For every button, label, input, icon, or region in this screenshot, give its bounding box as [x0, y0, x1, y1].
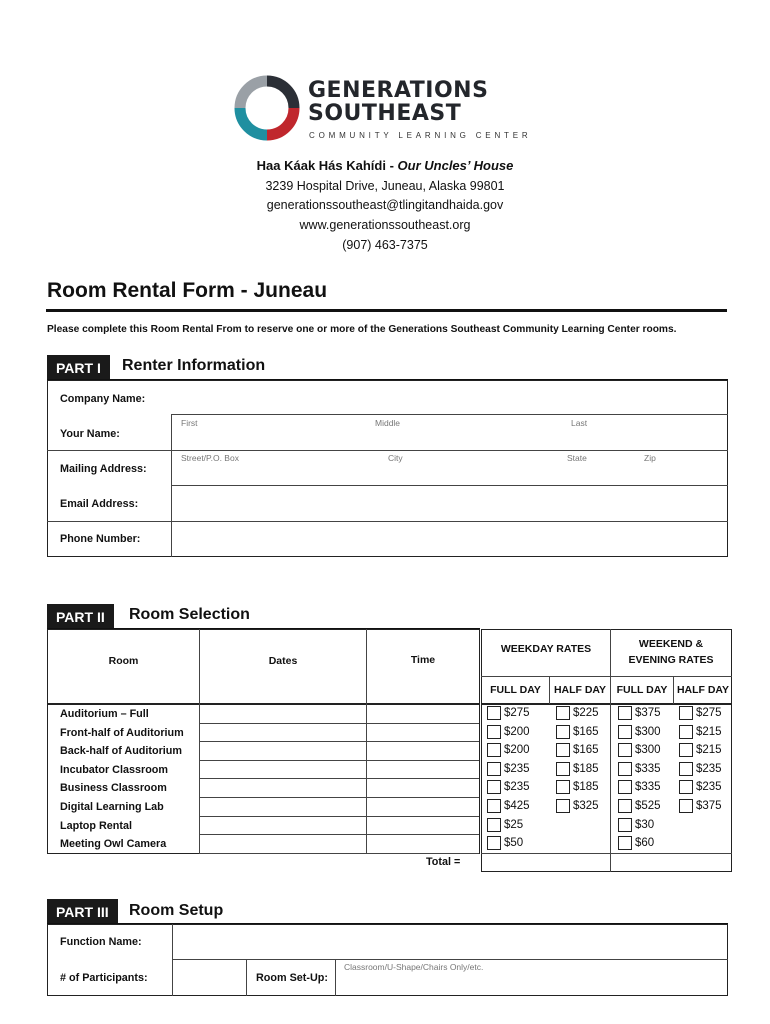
- rate-checkbox[interactable]: [487, 799, 501, 813]
- rate-price: $325: [573, 800, 599, 812]
- brand-line-community: COMMUNITY LEARNING CENTER: [309, 131, 532, 140]
- rate-checkbox[interactable]: [487, 762, 501, 776]
- rate-price: $215: [696, 744, 722, 757]
- room-time-field[interactable]: [367, 743, 479, 761]
- weekend-full-day-header: FULL DAY: [616, 684, 668, 696]
- title-divider: [46, 309, 727, 312]
- weekend-total-field[interactable]: [611, 855, 731, 871]
- rate-checkbox[interactable]: [618, 762, 632, 776]
- your-name-field[interactable]: [172, 415, 727, 450]
- rate-checkbox[interactable]: [618, 836, 632, 850]
- rate-option-we-half[interactable]: [679, 762, 722, 776]
- room-row-label: Laptop Rental: [60, 819, 132, 832]
- brand-line-southeast: SOUTHEAST: [308, 101, 462, 126]
- rate-checkbox[interactable]: [679, 706, 693, 720]
- weekend-rates-header-line2: EVENING RATES: [628, 654, 714, 666]
- rate-price: $25: [504, 818, 524, 831]
- rate-option-wd-half[interactable]: [556, 706, 599, 720]
- part-2-tag: PART II: [47, 604, 114, 629]
- phone-number: (907) 463-7375: [342, 238, 428, 252]
- generations-southeast-logo: [232, 73, 302, 143]
- room-row-label: Back-half of Auditorium: [60, 745, 182, 758]
- rate-checkbox[interactable]: [556, 799, 570, 813]
- rate-price: $185: [573, 781, 599, 794]
- function-name-label: Function Name:: [60, 936, 142, 948]
- room-dates-field[interactable]: [200, 762, 366, 780]
- rate-price: $275: [696, 707, 722, 719]
- weekday-rates-header: WEEKDAY RATES: [500, 643, 592, 655]
- rate-checkbox[interactable]: [556, 725, 570, 739]
- rate-checkbox[interactable]: [618, 743, 632, 757]
- rate-option-wd-full[interactable]: [487, 799, 530, 813]
- address-street-hint: Street/P.O. Box: [181, 453, 239, 463]
- rate-option-wd-full[interactable]: [487, 836, 523, 850]
- phone-number-field[interactable]: [172, 522, 727, 556]
- rate-option-wd-full[interactable]: [487, 706, 530, 720]
- rate-price: $200: [504, 725, 530, 738]
- rate-price: $300: [635, 725, 661, 738]
- rate-checkbox[interactable]: [487, 818, 501, 832]
- rate-price: $335: [635, 781, 661, 794]
- rate-price: $235: [504, 762, 530, 775]
- room-row-label: Incubator Classroom: [60, 763, 168, 776]
- company-name-field[interactable]: [172, 381, 727, 414]
- rate-price: $215: [696, 725, 722, 738]
- participants-field[interactable]: [173, 960, 246, 995]
- rate-price: $30: [635, 818, 655, 831]
- total-label: Total =: [426, 856, 461, 868]
- weekday-half-day-header: HALF DAY: [553, 684, 607, 696]
- rate-price: $275: [504, 707, 530, 719]
- room-row-label: Auditorium – Full: [60, 708, 149, 720]
- rate-option-we-full[interactable]: [618, 743, 661, 757]
- rate-option-we-half[interactable]: [679, 743, 722, 757]
- col-room-header: Room: [108, 655, 139, 667]
- name-last-hint: Last: [571, 418, 588, 428]
- address-zip-hint: Zip: [644, 453, 656, 463]
- col-time-header: Time: [410, 654, 436, 666]
- rate-checkbox[interactable]: [556, 706, 570, 720]
- rate-checkbox[interactable]: [487, 743, 501, 757]
- rate-checkbox[interactable]: [618, 818, 632, 832]
- rate-checkbox[interactable]: [618, 706, 632, 720]
- participants-label: # of Participants:: [60, 972, 148, 984]
- room-time-field[interactable]: [367, 799, 479, 817]
- phone-number-label: Phone Number:: [60, 533, 141, 545]
- rate-checkbox[interactable]: [487, 780, 501, 794]
- rate-checkbox[interactable]: [679, 725, 693, 739]
- part-2-title: Room Selection: [129, 606, 250, 623]
- rate-option-we-full[interactable]: [618, 762, 661, 776]
- rate-price: $300: [635, 744, 661, 757]
- house-name: Haa Káak Hás Kahídi - Our Uncles’ House: [256, 158, 514, 173]
- rate-price: $235: [696, 781, 722, 794]
- part-3-tag: PART III: [47, 899, 118, 924]
- rate-option-we-full[interactable]: [618, 706, 661, 720]
- rate-option-we-full[interactable]: [618, 780, 661, 794]
- room-dates-field[interactable]: [200, 818, 366, 836]
- mailing-address-field[interactable]: [172, 451, 727, 521]
- rate-checkbox[interactable]: [618, 780, 632, 794]
- rate-option-we-full[interactable]: [618, 836, 654, 850]
- room-dates-field[interactable]: [200, 725, 366, 743]
- weekday-full-day-header: FULL DAY: [490, 684, 541, 696]
- room-dates-field[interactable]: [200, 743, 366, 761]
- room-setup-field[interactable]: [336, 960, 727, 995]
- rate-checkbox[interactable]: [618, 799, 632, 813]
- rate-option-wd-full[interactable]: [487, 725, 530, 739]
- rate-option-we-full[interactable]: [618, 818, 654, 832]
- rate-price: $375: [696, 800, 722, 812]
- weekend-half-day-header: HALF DAY: [676, 684, 730, 696]
- room-row-label: Front-half of Auditorium: [60, 726, 184, 739]
- rate-option-wd-half[interactable]: [556, 762, 599, 776]
- rate-price: $165: [573, 744, 599, 757]
- rate-option-we-half[interactable]: [679, 725, 722, 739]
- rate-option-wd-half[interactable]: [556, 799, 599, 813]
- brand-line-generations: GENERATIONS: [308, 78, 489, 103]
- address-state-hint: State: [567, 453, 587, 463]
- room-dates-field[interactable]: [200, 836, 366, 854]
- rate-checkbox[interactable]: [556, 780, 570, 794]
- room-time-field[interactable]: [367, 780, 479, 798]
- col-dates-header: Dates: [268, 655, 298, 667]
- rate-price: $235: [504, 781, 530, 794]
- rate-checkbox[interactable]: [618, 725, 632, 739]
- rate-checkbox[interactable]: [679, 743, 693, 757]
- room-row-label: Digital Learning Lab: [60, 801, 164, 813]
- rate-price: $425: [504, 800, 530, 812]
- rate-option-wd-half[interactable]: [556, 743, 599, 757]
- rate-price: $335: [635, 762, 661, 775]
- part-3-title: Room Setup: [129, 902, 224, 919]
- room-setup-label: Room Set-Up:: [256, 972, 328, 984]
- rate-price: $375: [635, 707, 661, 719]
- name-middle-hint: Middle: [375, 418, 401, 428]
- form-title: Room Rental Form - Juneau: [47, 279, 328, 302]
- rate-price: $235: [696, 762, 722, 775]
- rate-price: $165: [573, 725, 599, 738]
- rate-option-wd-full[interactable]: [487, 762, 530, 776]
- part-1-tag: PART I: [47, 355, 110, 380]
- rate-option-wd-half[interactable]: [556, 725, 599, 739]
- rate-price: $185: [573, 762, 599, 775]
- rate-checkbox[interactable]: [556, 743, 570, 757]
- room-dates-field[interactable]: [200, 706, 366, 724]
- room-time-field[interactable]: [367, 725, 479, 743]
- room-dates-field[interactable]: [200, 780, 366, 798]
- rate-option-wd-full[interactable]: [487, 780, 530, 794]
- rate-option-we-half[interactable]: [679, 780, 722, 794]
- address-city-hint: City: [388, 453, 403, 463]
- room-time-field[interactable]: [367, 818, 479, 836]
- part-1-title: Renter Information: [122, 357, 266, 374]
- intro-text: Please complete this Room Rental From to reserve one or more of the Generations Southeast Community Learning Center rooms.: [47, 324, 677, 335]
- room-time-field[interactable]: [367, 762, 479, 780]
- rate-option-we-full[interactable]: [618, 799, 661, 813]
- rate-option-wd-full[interactable]: [487, 743, 530, 757]
- rate-checkbox[interactable]: [487, 725, 501, 739]
- your-name-label: Your Name:: [60, 428, 120, 440]
- rate-checkbox[interactable]: [679, 780, 693, 794]
- website-link[interactable]: www.generationssoutheast.org: [299, 218, 471, 232]
- rate-option-we-full[interactable]: [618, 725, 661, 739]
- room-setup-hint: Classroom/U-Shape/Chairs Only/etc.: [344, 962, 484, 972]
- room-time-field[interactable]: [367, 706, 479, 724]
- rate-price: $200: [504, 744, 530, 757]
- rate-checkbox[interactable]: [679, 762, 693, 776]
- room-time-field[interactable]: [367, 836, 479, 854]
- rate-option-wd-half[interactable]: [556, 780, 599, 794]
- rate-price: $525: [635, 800, 661, 812]
- room-row-label: Business Classroom: [60, 782, 167, 795]
- room-dates-field[interactable]: [200, 799, 366, 817]
- rate-option-we-half[interactable]: [679, 706, 722, 720]
- rate-option-we-half[interactable]: [679, 799, 722, 813]
- mailing-address-label: Mailing Address:: [60, 463, 147, 475]
- room-row-label: Meeting Owl Camera: [60, 838, 167, 851]
- address: 3239 Hospital Drive, Juneau, Alaska 99801: [265, 179, 505, 193]
- name-first-hint: First: [181, 418, 198, 428]
- rate-checkbox[interactable]: [487, 836, 501, 850]
- function-name-field[interactable]: [173, 925, 727, 959]
- rate-checkbox[interactable]: [487, 706, 501, 720]
- rate-option-wd-full[interactable]: [487, 818, 523, 832]
- weekday-total-field[interactable]: [482, 855, 609, 871]
- email-link[interactable]: generationssoutheast@tlingitandhaida.gov: [266, 198, 504, 212]
- company-name-label: Company Name:: [60, 393, 146, 405]
- email-address-label: Email Address:: [60, 498, 139, 510]
- rate-price: $225: [573, 707, 599, 719]
- rate-price: $50: [504, 837, 524, 850]
- rate-checkbox[interactable]: [679, 799, 693, 813]
- weekend-rates-header-line1: WEEKEND &: [638, 638, 704, 650]
- rate-price: $60: [635, 837, 655, 850]
- rate-checkbox[interactable]: [556, 762, 570, 776]
